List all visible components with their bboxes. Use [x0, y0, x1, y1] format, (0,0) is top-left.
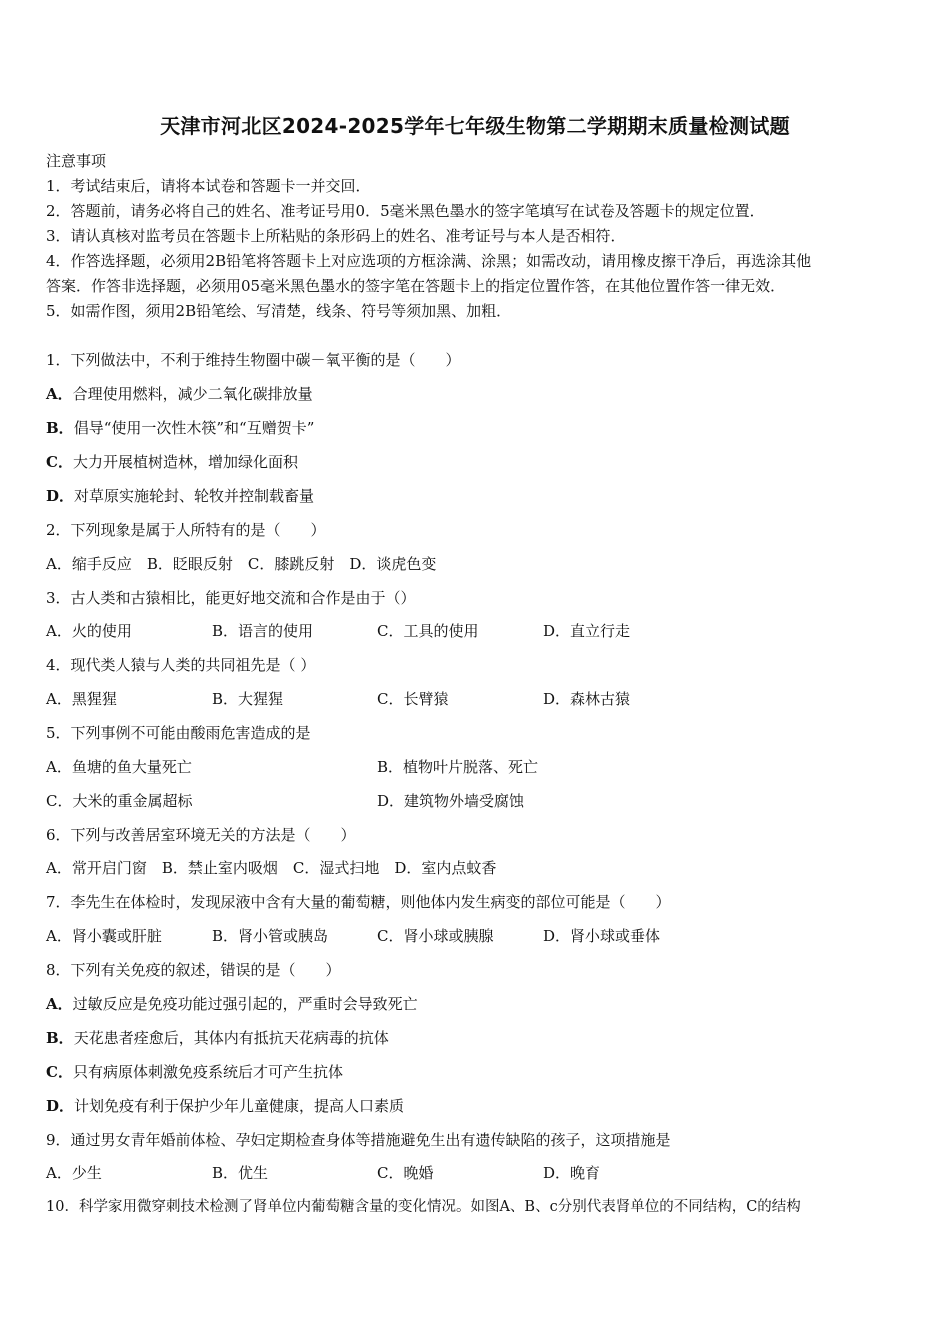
option-c: C．工具的使用 — [377, 622, 479, 640]
question-stem: 8．下列有关免疫的叙述，错误的是（ ） — [46, 961, 341, 979]
option-a — [46, 383, 313, 405]
option-d: D．建筑物外墙受腐蚀 — [377, 792, 525, 810]
question-stem: 5．下列事例不可能由酸雨危害造成的是 — [46, 724, 311, 742]
option-label: A． — [46, 995, 73, 1013]
option-text: 计划免疫有利于保护少年儿童健康，提高人口素质 — [74, 1097, 405, 1115]
option-text: 合理使用燃料，减少二氧化碳排放量 — [72, 385, 313, 403]
notice-item: 答案．作答非选择题，必须用05毫米黑色墨水的签字笔在答题卡上的指定位置作答，在其他位置作答一律无效． — [46, 277, 786, 295]
option-a — [46, 993, 418, 1015]
option-d: D．森林古猿 — [543, 690, 631, 708]
option-b — [46, 1027, 389, 1049]
option-b: B．大猩猩 — [212, 690, 284, 708]
notice-item: 2．答题前，请务必将自己的姓名、准考证号用0．5毫米黑色墨水的签字笔填写在试卷及答题卡的规定位置． — [46, 202, 765, 220]
option-d — [46, 1095, 404, 1117]
option-a: A．少生 — [46, 1164, 102, 1182]
option-c — [46, 1061, 343, 1083]
option-d: D．肾小球或垂体 — [543, 927, 661, 945]
option-label: D． — [46, 487, 75, 505]
question-stem: 1．下列做法中，不利于维持生物圈中碳－氧平衡的是（ ） — [46, 351, 461, 369]
page-title: 天津市河北区2024-2025学年七年级生物第二学期期末质量检测试题 — [160, 114, 790, 138]
option-c: C．大米的重金属超标 — [46, 792, 193, 810]
notice-item: 1．考试结束后，请将本试卷和答题卡一并交回． — [46, 177, 371, 195]
option-text: 对草原实施轮封、轮牧并控制载畜量 — [74, 487, 315, 505]
option-c — [46, 451, 298, 473]
option-a: A．火的使用 — [46, 622, 132, 640]
option-text: 过敏反应是免疫功能过强引起的，严重时会导致死亡 — [72, 995, 418, 1013]
option-label: C． — [46, 1063, 73, 1081]
question-stem: 7．李先生在体检时，发现尿液中含有大量的葡萄糖，则他体内发生病变的部位可能是（ ） — [46, 893, 671, 911]
notice-heading: 注意事项 — [46, 152, 107, 170]
option-b: B．语言的使用 — [212, 622, 314, 640]
option-label: D． — [46, 1097, 75, 1115]
option-a: A．鱼塘的鱼大量死亡 — [46, 758, 192, 776]
option-text: 大力开展植树造林，增加绿化面积 — [72, 453, 298, 471]
notice-item: 4．作答选择题，必须用2B铅笔将答题卡上对应选项的方框涂满、涂黑；如需改动，请用橡皮擦干净后，再选涂其他 — [46, 252, 812, 270]
option-b: B．肾小管或胰岛 — [212, 927, 329, 945]
option-b: B．优生 — [212, 1164, 269, 1182]
question-stem: 3．古人类和古猿相比，能更好地交流和合作是由于（） — [46, 589, 416, 607]
option-a: A．黑猩猩 — [46, 690, 117, 708]
option-d: D．晚育 — [543, 1164, 601, 1182]
question-stem: 10．科学家用微穿刺技术检测了肾单位内葡萄糖含量的变化情况。如图A、B、c分别代表肾单位的不同结构，C的结构 — [46, 1199, 801, 1215]
option-b: B．植物叶片脱落、死亡 — [377, 758, 539, 776]
option-c: C．肾小球或胰腺 — [377, 927, 494, 945]
question-stem: 4．现代类人猿与人类的共同祖先是（ ） — [46, 656, 316, 674]
question-stem: 9．通过男女青年婚前体检、孕妇定期检查身体等措施避免生出有遗传缺陷的孩子，这项措施是 — [46, 1131, 671, 1149]
option-a: A．肾小囊或肝脏 — [46, 927, 162, 945]
options-inline: A．缩手反应 B．眨眼反射 C．膝跳反射 D．谈虎色变 — [46, 555, 437, 573]
option-label: B． — [46, 419, 74, 437]
notice-item: 5．如需作图，须用2B铅笔绘、写清楚，线条、符号等须加黑、加粗． — [46, 302, 512, 320]
option-d — [46, 485, 314, 507]
option-text: 天花患者痊愈后，其体内有抵抗天花病毒的抗体 — [73, 1029, 389, 1047]
option-label: A． — [46, 385, 73, 403]
options-inline: A．常开启门窗 B．禁止室内吸烟 C．湿式扫地 D．室内点蚊香 — [46, 859, 497, 877]
question-stem: 6．下列与改善居室环境无关的方法是（ ） — [46, 826, 356, 844]
option-c: C．长臂猿 — [377, 690, 449, 708]
option-text: 倡导“使用一次性木筷”和“互赠贺卡” — [73, 419, 315, 437]
option-c: C．晚婚 — [377, 1164, 434, 1182]
option-label: B． — [46, 1029, 74, 1047]
option-text: 只有病原体刺激免疫系统后才可产生抗体 — [72, 1063, 343, 1081]
question-stem: 2．下列现象是属于人所特有的是（ ） — [46, 521, 326, 539]
notice-item: 3．请认真核对监考员在答题卡上所粘贴的条形码上的姓名、准考证号与本人是否相符． — [46, 227, 626, 245]
option-label: C． — [46, 453, 73, 471]
option-d: D．直立行走 — [543, 622, 631, 640]
option-b — [46, 417, 314, 439]
